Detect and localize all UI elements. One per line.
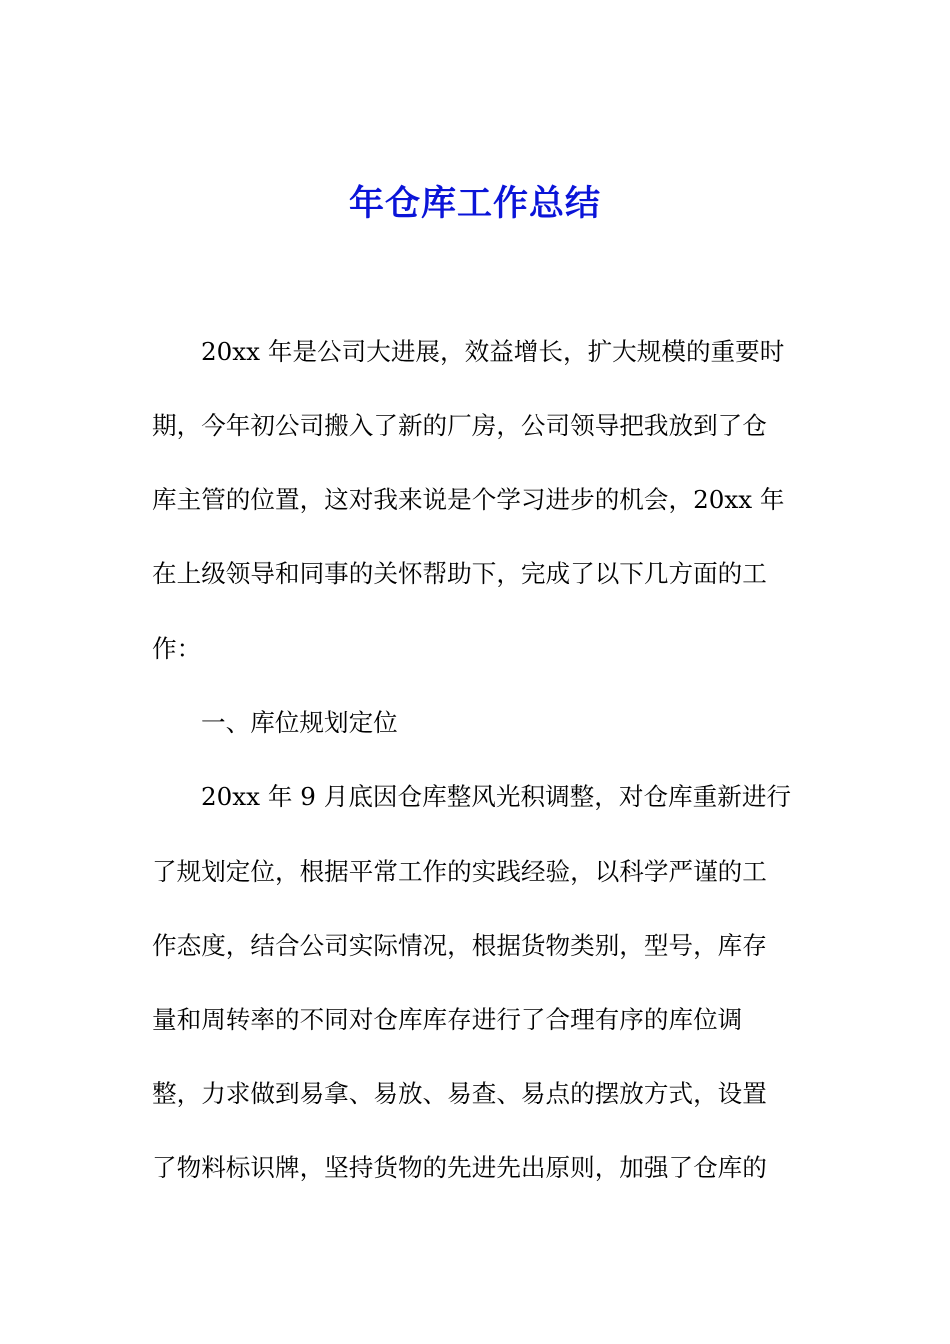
paragraph-2-line-6: 了物料标识牌，坚持货物的先进先出原则，加强了仓库的	[152, 1153, 767, 1182]
paragraph-2-line-4: 量和周转率的不同对仓库库存进行了合理有序的库位调	[152, 1005, 743, 1034]
paragraph-2-line-5: 整，力求做到易拿、易放、易查、易点的摆放方式，设置	[152, 1079, 767, 1108]
section-heading-1: 一、库位规划定位	[201, 708, 398, 737]
paragraph-2-line-3: 作态度，结合公司实际情况，根据货物类别，型号，库存	[152, 931, 767, 960]
paragraph-1-line-4: 在上级领导和同事的关怀帮助下，完成了以下几方面的工	[152, 559, 767, 588]
paragraph-2-line-1: 20xx 年 9 月底因仓库整风光积调整，对仓库重新进行	[201, 782, 792, 811]
paragraph-1-line-3: 库主管的位置，这对我来说是个学习进步的机会，20xx 年	[152, 485, 785, 514]
document-title: 年仓库工作总结	[348, 183, 601, 224]
paragraph-2-line-2: 了规划定位，根据平常工作的实践经验，以科学严谨的工	[152, 857, 767, 886]
paragraph-1-line-1: 20xx 年是公司大进展，效益增长，扩大规模的重要时	[201, 337, 785, 366]
paragraph-1-line-2: 期，今年初公司搬入了新的厂房，公司领导把我放到了仓	[152, 411, 767, 440]
paragraph-1-line-5: 作：	[152, 634, 202, 663]
